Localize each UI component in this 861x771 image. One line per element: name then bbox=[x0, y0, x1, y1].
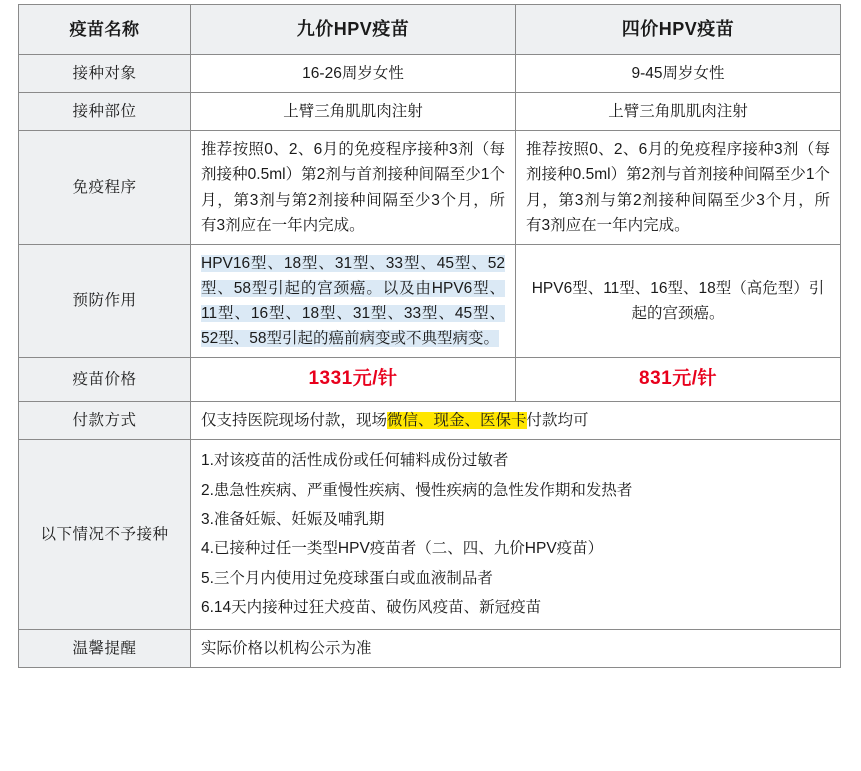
column-header-four-valent: 四价HPV疫苗 bbox=[516, 5, 841, 55]
table-header-row bbox=[19, 5, 841, 55]
cell-nine-target-group: 16-26周岁女性 bbox=[191, 55, 516, 93]
table-row bbox=[19, 440, 841, 630]
cell-payment-methods bbox=[191, 402, 841, 440]
cell-four-injection-site: 上臂三角肌肌肉注射 bbox=[516, 93, 841, 131]
row-label-tip: 温馨提醒 bbox=[19, 629, 191, 667]
prevention-highlight-text: HPV16型、18型、31型、33型、45型、52型、58型引起的宫颈癌。以及由HPV6型、11型、16型、18型、31型、33型、45型、52型、58型引起的癌前病变或不典型病变。 bbox=[201, 254, 505, 348]
row-label-payment: 付款方式 bbox=[19, 402, 191, 440]
cell-nine-schedule: 推荐按照0、2、6月的免疫程序接种3剂（每剂接种0.5ml）第2剂与首剂接种间隔至少1个月，第3剂与第2剂接种间隔至少3个月，所有3剂应在一年内完成。 bbox=[191, 131, 516, 244]
list-item: 2.患急性疾病、严重慢性疾病、慢性疾病的急性发作期和发热者 bbox=[201, 481, 633, 499]
row-label-contraindications: 以下情况不予接种 bbox=[19, 440, 191, 630]
row-label-prevention: 预防作用 bbox=[19, 244, 191, 357]
table-row bbox=[19, 93, 841, 131]
payment-highlight-text: 微信、现金、医保卡 bbox=[387, 412, 527, 430]
table-row bbox=[19, 55, 841, 93]
cell-nine-prevention bbox=[191, 244, 516, 357]
row-label-schedule: 免疫程序 bbox=[19, 131, 191, 244]
row-label-price: 疫苗价格 bbox=[19, 358, 191, 402]
list-item: 5.三个月内使用过免疫球蛋白或血液制品者 bbox=[201, 569, 493, 587]
column-header-nine-valent: 九价HPV疫苗 bbox=[191, 5, 516, 55]
cell-contraindications bbox=[191, 440, 841, 630]
cell-tip-text: 实际价格以机构公示为准 bbox=[191, 629, 841, 667]
cell-nine-injection-site: 上臂三角肌肌肉注射 bbox=[191, 93, 516, 131]
table-row bbox=[19, 402, 841, 440]
price-value-four: 831元/针 bbox=[639, 368, 717, 390]
table-row bbox=[19, 629, 841, 667]
column-header-name: 疫苗名称 bbox=[19, 5, 191, 55]
cell-nine-price bbox=[191, 358, 516, 402]
row-label-target-group: 接种对象 bbox=[19, 55, 191, 93]
list-item: 6.14天内接种过狂犬疫苗、破伤风疫苗、新冠疫苗 bbox=[201, 599, 542, 617]
vaccine-comparison-table bbox=[18, 4, 841, 668]
cell-four-price bbox=[516, 358, 841, 402]
row-label-injection-site: 接种部位 bbox=[19, 93, 191, 131]
table-row bbox=[19, 131, 841, 244]
list-item: 4.已接种过任一类型HPV疫苗者（二、四、九价HPV疫苗） bbox=[201, 540, 604, 558]
price-value-nine: 1331元/针 bbox=[308, 368, 398, 390]
cell-four-target-group: 9-45周岁女性 bbox=[516, 55, 841, 93]
list-item: 1.对该疫苗的活性成份或任何辅料成份过敏者 bbox=[201, 452, 509, 470]
payment-suffix-text: 付款均可 bbox=[526, 412, 589, 430]
cell-four-prevention: HPV6型、11型、16型、18型（高危型）引起的宫颈癌。 bbox=[516, 244, 841, 357]
list-item: 3.准备妊娠、妊娠及哺乳期 bbox=[201, 511, 385, 528]
table-row bbox=[19, 358, 841, 402]
cell-four-schedule: 推荐按照0、2、6月的免疫程序接种3剂（每剂接种0.5ml）第2剂与首剂接种间隔至少1个月，第3剂与第2剂接种间隔至少3个月，所有3剂应在一年内完成。 bbox=[516, 131, 841, 244]
payment-prefix-text: 仅支持医院现场付款，现场 bbox=[201, 412, 388, 430]
table-row bbox=[19, 244, 841, 357]
